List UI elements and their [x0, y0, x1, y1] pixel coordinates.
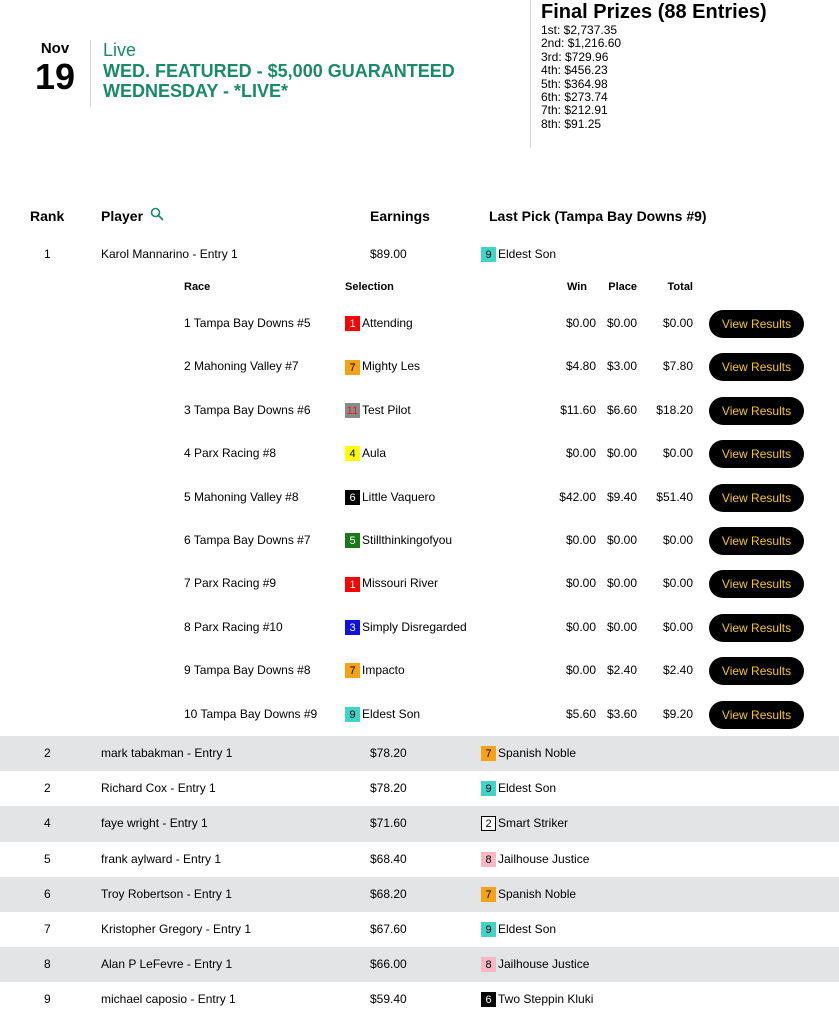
win-value: $0.00 — [565, 663, 596, 678]
last-pick — [481, 982, 593, 1017]
race-detail-row — [0, 519, 839, 562]
race-name: 10 Tampa Bay Downs #9 — [184, 706, 318, 721]
post-number-badge: 1 — [345, 316, 360, 331]
view-results-button[interactable]: View Results — [709, 657, 804, 685]
race-detail-row — [0, 649, 839, 692]
horse-name: Spanish Noble — [498, 746, 577, 760]
earnings-value: $68.40 — [370, 851, 407, 866]
leaderboard-row[interactable] — [0, 736, 839, 771]
contest-title: WED. FEATURED - $5,000 GUARANTEED WEDNESDAY - *LIVE* — [103, 61, 455, 101]
total-value: $7.80 — [662, 359, 693, 374]
selection — [345, 432, 386, 475]
view-results-button[interactable]: View Results — [709, 397, 804, 425]
win-value: $5.60 — [565, 706, 596, 721]
earnings-value: $68.20 — [370, 886, 407, 901]
post-number-badge: 9 — [481, 247, 496, 262]
rank-value: 5 — [44, 851, 51, 866]
horse-name: Mighty Les — [362, 359, 421, 374]
race-name: 2 Mahoning Valley #7 — [184, 359, 299, 374]
win-value: $0.00 — [565, 576, 596, 591]
date-month: Nov — [40, 40, 70, 57]
horse-name: Little Vaquero — [362, 489, 436, 504]
race-detail-row — [0, 606, 839, 649]
place-value: $6.60 — [606, 402, 637, 417]
header-divider — [90, 40, 91, 107]
total-value: $9.20 — [662, 706, 693, 721]
total-value: $18.20 — [656, 402, 693, 417]
leaderboard-row[interactable] — [0, 947, 839, 982]
race-name: 9 Tampa Bay Downs #8 — [184, 663, 311, 678]
post-number-badge: 8 — [481, 957, 496, 972]
view-results-button[interactable]: View Results — [709, 570, 804, 598]
rank-value: 8 — [44, 957, 51, 972]
last-pick — [481, 947, 589, 982]
horse-name: Eldest Son — [498, 922, 557, 936]
rank-value: 2 — [44, 781, 51, 796]
last-pick-header: Last Pick (Tampa Bay Downs #9) — [489, 208, 707, 224]
horse-name: Eldest Son — [362, 706, 421, 721]
player-name[interactable]: Karol Mannarino - Entry 1 — [101, 247, 238, 261]
place-header: Place — [608, 281, 637, 293]
last-pick — [481, 877, 576, 912]
last-pick — [481, 806, 568, 841]
win-value: $4.80 — [565, 359, 596, 374]
win-value: $11.60 — [560, 402, 596, 417]
leaderboard-row[interactable] — [0, 237, 839, 272]
player-header: Player — [101, 208, 144, 224]
date-day: 19 — [34, 56, 76, 97]
horse-name: Smart Striker — [498, 816, 569, 831]
selection — [345, 519, 452, 562]
contest-status: Live — [103, 40, 137, 60]
last-pick — [481, 771, 556, 806]
win-value: $0.00 — [565, 316, 596, 330]
player-name[interactable]: faye wright - Entry 1 — [101, 816, 208, 831]
post-number-badge: 7 — [481, 887, 496, 902]
player-name[interactable]: Troy Robertson - Entry 1 — [101, 886, 232, 901]
race-name: 3 Tampa Bay Downs #6 — [184, 402, 311, 417]
prize-line: 5th: $364.98 — [541, 76, 608, 91]
post-number-badge: 7 — [345, 663, 360, 678]
horse-name: Eldest Son — [498, 247, 557, 261]
horse-name: Two Steppin Kluki — [498, 992, 594, 1007]
post-number-badge: 5 — [345, 533, 360, 548]
place-value: $9.40 — [606, 489, 637, 504]
race-name: 4 Parx Racing #8 — [184, 446, 277, 461]
horse-name: Test Pilot — [362, 402, 411, 417]
win-value: $0.00 — [565, 533, 596, 547]
selection — [345, 562, 438, 605]
place-value: $0.00 — [606, 316, 637, 330]
player-name[interactable]: michael caposio - Entry 1 — [101, 992, 236, 1007]
total-value: $0.00 — [662, 619, 693, 634]
leaderboard-row[interactable] — [0, 806, 839, 841]
race-name: 5 Mahoning Valley #8 — [184, 489, 299, 504]
horse-name: Jailhouse Justice — [498, 851, 590, 866]
earnings-header: Earnings — [370, 208, 430, 224]
race-detail-row — [0, 302, 839, 345]
player-name[interactable]: Richard Cox - Entry 1 — [101, 781, 216, 796]
earnings-value: $89.00 — [370, 247, 407, 261]
player-name[interactable]: Kristopher Gregory - Entry 1 — [101, 922, 252, 936]
player-name[interactable]: mark tabakman - Entry 1 — [101, 746, 233, 760]
win-value: $0.00 — [565, 446, 596, 461]
prizes-divider — [530, 0, 531, 148]
place-value: $0.00 — [606, 446, 637, 461]
rank-value: 7 — [44, 922, 51, 936]
place-value: $3.60 — [606, 706, 637, 721]
prize-line: 7th: $212.91 — [541, 103, 608, 118]
leaderboard-row[interactable] — [0, 912, 839, 947]
rank-value: 4 — [44, 816, 51, 831]
selection — [345, 345, 420, 388]
race-name: 6 Tampa Bay Downs #7 — [184, 533, 311, 547]
post-number-badge: 1 — [345, 577, 360, 592]
horse-name: Missouri River — [362, 576, 439, 591]
total-value: $2.40 — [662, 663, 693, 678]
race-header: Race — [184, 281, 211, 293]
post-number-badge: 3 — [345, 620, 360, 635]
leaderboard-row[interactable] — [0, 982, 839, 1017]
race-detail-row — [0, 432, 839, 475]
player-name[interactable]: frank aylward - Entry 1 — [101, 851, 222, 866]
view-results-button[interactable]: View Results — [709, 484, 804, 512]
view-results-button[interactable]: View Results — [709, 527, 804, 555]
rank-value: 1 — [44, 247, 51, 261]
post-number-badge: 4 — [345, 446, 360, 461]
rank-value: 9 — [44, 992, 51, 1007]
prize-line: 3rd: $729.96 — [541, 49, 609, 64]
total-value: $0.00 — [662, 446, 693, 461]
final-prizes — [541, 0, 767, 131]
selection — [345, 693, 420, 736]
view-results-button[interactable]: View Results — [709, 701, 804, 729]
post-number-badge: 11 — [346, 404, 359, 417]
win-value: $42.00 — [559, 489, 596, 504]
earnings-value: $78.20 — [370, 746, 407, 760]
selection — [345, 649, 405, 692]
total-value: $0.00 — [662, 533, 693, 547]
race-detail-row — [0, 389, 839, 432]
horse-name: Stillthinkingofyou — [362, 533, 453, 547]
rank-header: Rank — [30, 208, 65, 224]
last-pick — [481, 736, 576, 771]
contest-date — [30, 40, 80, 96]
win-value: $0.00 — [565, 619, 596, 634]
race-detail-row — [0, 476, 839, 519]
post-number-badge: 9 — [481, 922, 496, 937]
post-number-badge: 2 — [481, 816, 496, 831]
selection — [345, 389, 411, 432]
leaderboard-row[interactable] — [0, 877, 839, 912]
last-pick — [481, 912, 556, 947]
selection — [345, 606, 467, 649]
selection — [345, 302, 413, 345]
horse-name: Simply Disregarded — [362, 619, 467, 634]
selection — [345, 476, 435, 519]
prize-line: 1st: $2,737.35 — [541, 23, 618, 37]
horse-name: Impacto — [362, 663, 405, 678]
place-value: $3.00 — [606, 359, 637, 374]
earnings-value: $59.40 — [370, 992, 407, 1007]
post-number-badge: 6 — [481, 992, 496, 1007]
prizes-title: Final Prizes (88 Entries) — [541, 1, 767, 23]
earnings-value: $66.00 — [370, 957, 407, 972]
leaderboard-row[interactable] — [0, 771, 839, 806]
view-results-button[interactable]: View Results — [709, 310, 804, 338]
rank-value: 2 — [44, 746, 51, 760]
post-number-badge: 7 — [481, 746, 496, 761]
total-header: Total — [667, 281, 693, 293]
prize-line: 4th: $456.23 — [541, 63, 608, 78]
last-pick — [481, 237, 556, 272]
win-header: Win — [566, 281, 587, 293]
race-detail-row — [0, 562, 839, 605]
post-number-badge: 7 — [345, 360, 360, 375]
contest-info — [103, 40, 503, 101]
selection-header: Selection — [345, 281, 394, 293]
prize-line: 2nd: $1,216.60 — [541, 36, 622, 51]
horse-name: Eldest Son — [498, 781, 557, 796]
race-detail-row — [0, 345, 839, 388]
post-number-badge: 8 — [481, 852, 496, 867]
leaderboard-row[interactable] — [0, 842, 839, 877]
post-number-badge: 9 — [481, 781, 496, 796]
total-value: $0.00 — [662, 316, 693, 330]
place-value: $2.40 — [606, 663, 637, 678]
horse-name: Jailhouse Justice — [498, 957, 590, 972]
earnings-value: $78.20 — [370, 781, 407, 796]
horse-name: Aula — [362, 446, 387, 461]
total-value: $51.40 — [656, 489, 693, 504]
post-number-badge: 9 — [345, 707, 360, 722]
last-pick — [481, 842, 589, 877]
place-value: $0.00 — [606, 533, 637, 547]
view-results-button[interactable]: View Results — [709, 614, 804, 642]
earnings-value: $67.60 — [370, 922, 407, 936]
player-name[interactable]: Alan P LeFevre - Entry 1 — [101, 957, 233, 972]
view-results-button[interactable]: View Results — [709, 440, 804, 468]
place-value: $0.00 — [606, 619, 637, 634]
post-number-badge: 6 — [345, 490, 360, 505]
search-icon[interactable] — [150, 207, 164, 221]
place-value: $0.00 — [606, 576, 637, 591]
prize-line: 8th: $91.25 — [541, 116, 602, 131]
earnings-value: $71.60 — [370, 816, 407, 831]
race-detail-row — [0, 693, 839, 736]
prize-line: 6th: $273.74 — [541, 90, 608, 105]
total-value: $0.00 — [662, 576, 693, 591]
race-name: 8 Parx Racing #10 — [184, 619, 283, 634]
rank-value: 6 — [44, 886, 51, 901]
horse-name: Attending — [362, 316, 413, 330]
race-name: 7 Parx Racing #9 — [184, 576, 277, 591]
race-name: 1 Tampa Bay Downs #5 — [184, 316, 311, 330]
view-results-button[interactable]: View Results — [709, 353, 804, 381]
horse-name: Spanish Noble — [498, 886, 577, 901]
